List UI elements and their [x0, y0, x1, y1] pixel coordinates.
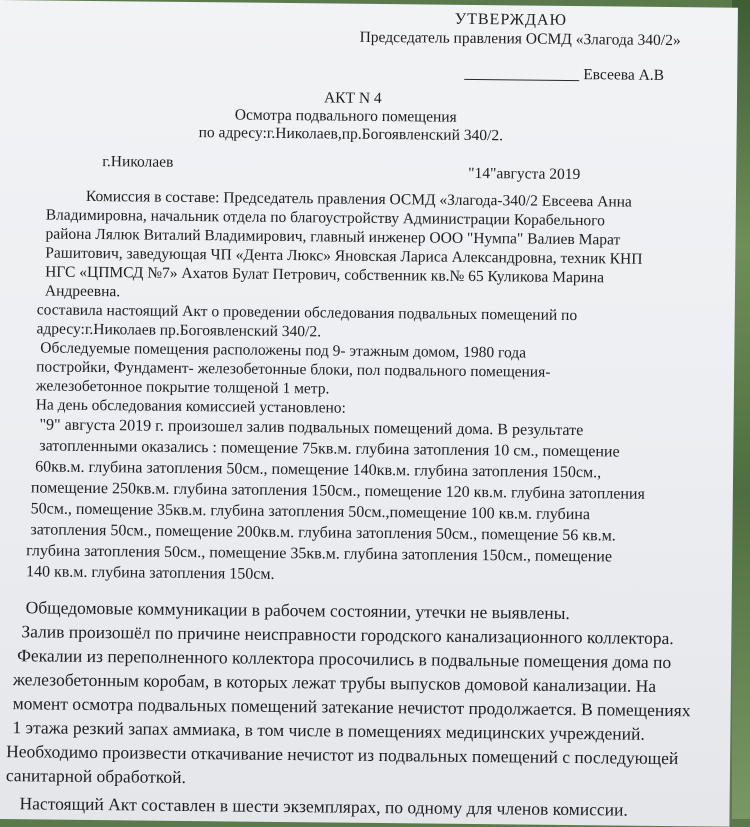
body-line: Рашитович, заведующая ЧП «Дента Люкс» Яновская Лариса Александровна, техник КНП — [45, 244, 643, 268]
body-line: составила настоящий Акт о проведении обследования подвальных помещений по — [36, 301, 578, 325]
approver-name: Евсеева А.В — [583, 66, 665, 84]
conclusion-line: железобетонным коробам, в которых лежат трубы выпусков домовой канализации. На — [12, 669, 657, 696]
body-line: На день обследования комиссией установлено: — [35, 396, 346, 417]
body-line: 50см., помещение 35кв.м. глубина затопления 50см.,помещение 100 кв.м. глубина — [30, 500, 591, 524]
body-line: Андреевна. — [44, 282, 121, 301]
conclusion-line: 1 этажа резкий запах аммиака, в том числе в помещениях медицинских учреждений. — [12, 717, 645, 744]
body-line: железобетонное покрытие толщеной 1 метр. — [35, 377, 330, 398]
approver-role: Председатель правления ОСМД «Злагода 340/2» — [359, 28, 681, 50]
conclusion-line: момент осмотра подвальных помещений затекание нечистот продолжается. В помещениях — [12, 693, 691, 721]
body-line: Комиссия в составе: Председатель правления ОСМД «Злагода-340/2 Евсеева Анна — [85, 187, 632, 211]
conclusion-line: Фекалии из переполненного коллектора просочились в подвальные помещения дома по — [17, 645, 672, 673]
conclusion-line: Общедомовые коммуникации в рабочем состоянии, утечки не выявлены. — [25, 597, 570, 624]
body-line: помещение 250кв.м. глубина затопления 150см., помещение 120 кв.м. глубина затопления — [30, 479, 645, 503]
approve-heading: УТВЕРЖДАЮ — [454, 10, 568, 29]
conclusion-line: Залив произошёл по причине неисправности городского канализационного коллектора. — [21, 621, 674, 649]
body-line: постройки, Фундамент- железобетонные блоки, пол подвального помещения- — [36, 358, 551, 381]
body-line: глубина затопления 50см., помещение 35кв.м. глубина затопления 150см., помещение — [26, 542, 613, 566]
body-line: затопления 50см., помещение 200кв.м. глубина затопления 50см., помещение 56 кв.м. — [30, 521, 616, 545]
document-city: г.Николаев — [102, 153, 174, 171]
body-line: Обследуемые помещения расположены под 9- этажным домом, 1980 года — [40, 339, 527, 362]
body-line: 140 кв.м. глубина затопления 150см. — [25, 563, 275, 583]
body-line: 60кв.м. глубина затопления 50см., помещение 140кв.м. глубина затопления 150см., — [35, 458, 602, 482]
act-address: по адресу:г.Николаев,пр.Богоявленский 340/2. — [198, 124, 504, 145]
conclusion-line: санитарной обработкой. — [5, 765, 187, 787]
body-line: Владимировна, начальник отдела по благоустройству Администрации Корабельного — [45, 206, 606, 230]
body-line: района Лялюк Виталий Владимирович, главный инженер ООО "Нумпа" Валиев Марат — [45, 225, 621, 249]
act-number: АКТ N 4 — [323, 89, 382, 108]
act-subject: Осмотра подвального помещения — [234, 106, 457, 126]
signature-line — [464, 79, 579, 81]
body-line: "9" августа 2019 г. произошел залив подвальных помещений дома. В результате — [39, 416, 584, 440]
footer-line: Настоящий Акт составлен в шести экземплярах, по одному для членов комиссии. — [19, 793, 628, 820]
document-date: "14"августа 2019 — [468, 164, 581, 184]
body-line: адресу:г.Николаев пр.Богоявленский 340/2. — [36, 320, 322, 341]
body-line: НГС «ЦПМСД №7» Ахатов Булат Петрович, собственник кв.№ 65 Куликова Марина — [45, 263, 605, 287]
conclusion-line: Необходимо произвести откачивание нечистот из подвальных помещений с последующей — [6, 741, 679, 769]
body-line: затопленными оказались : помещение 75кв.м. глубина затопления 10 см., помещение — [39, 437, 620, 461]
